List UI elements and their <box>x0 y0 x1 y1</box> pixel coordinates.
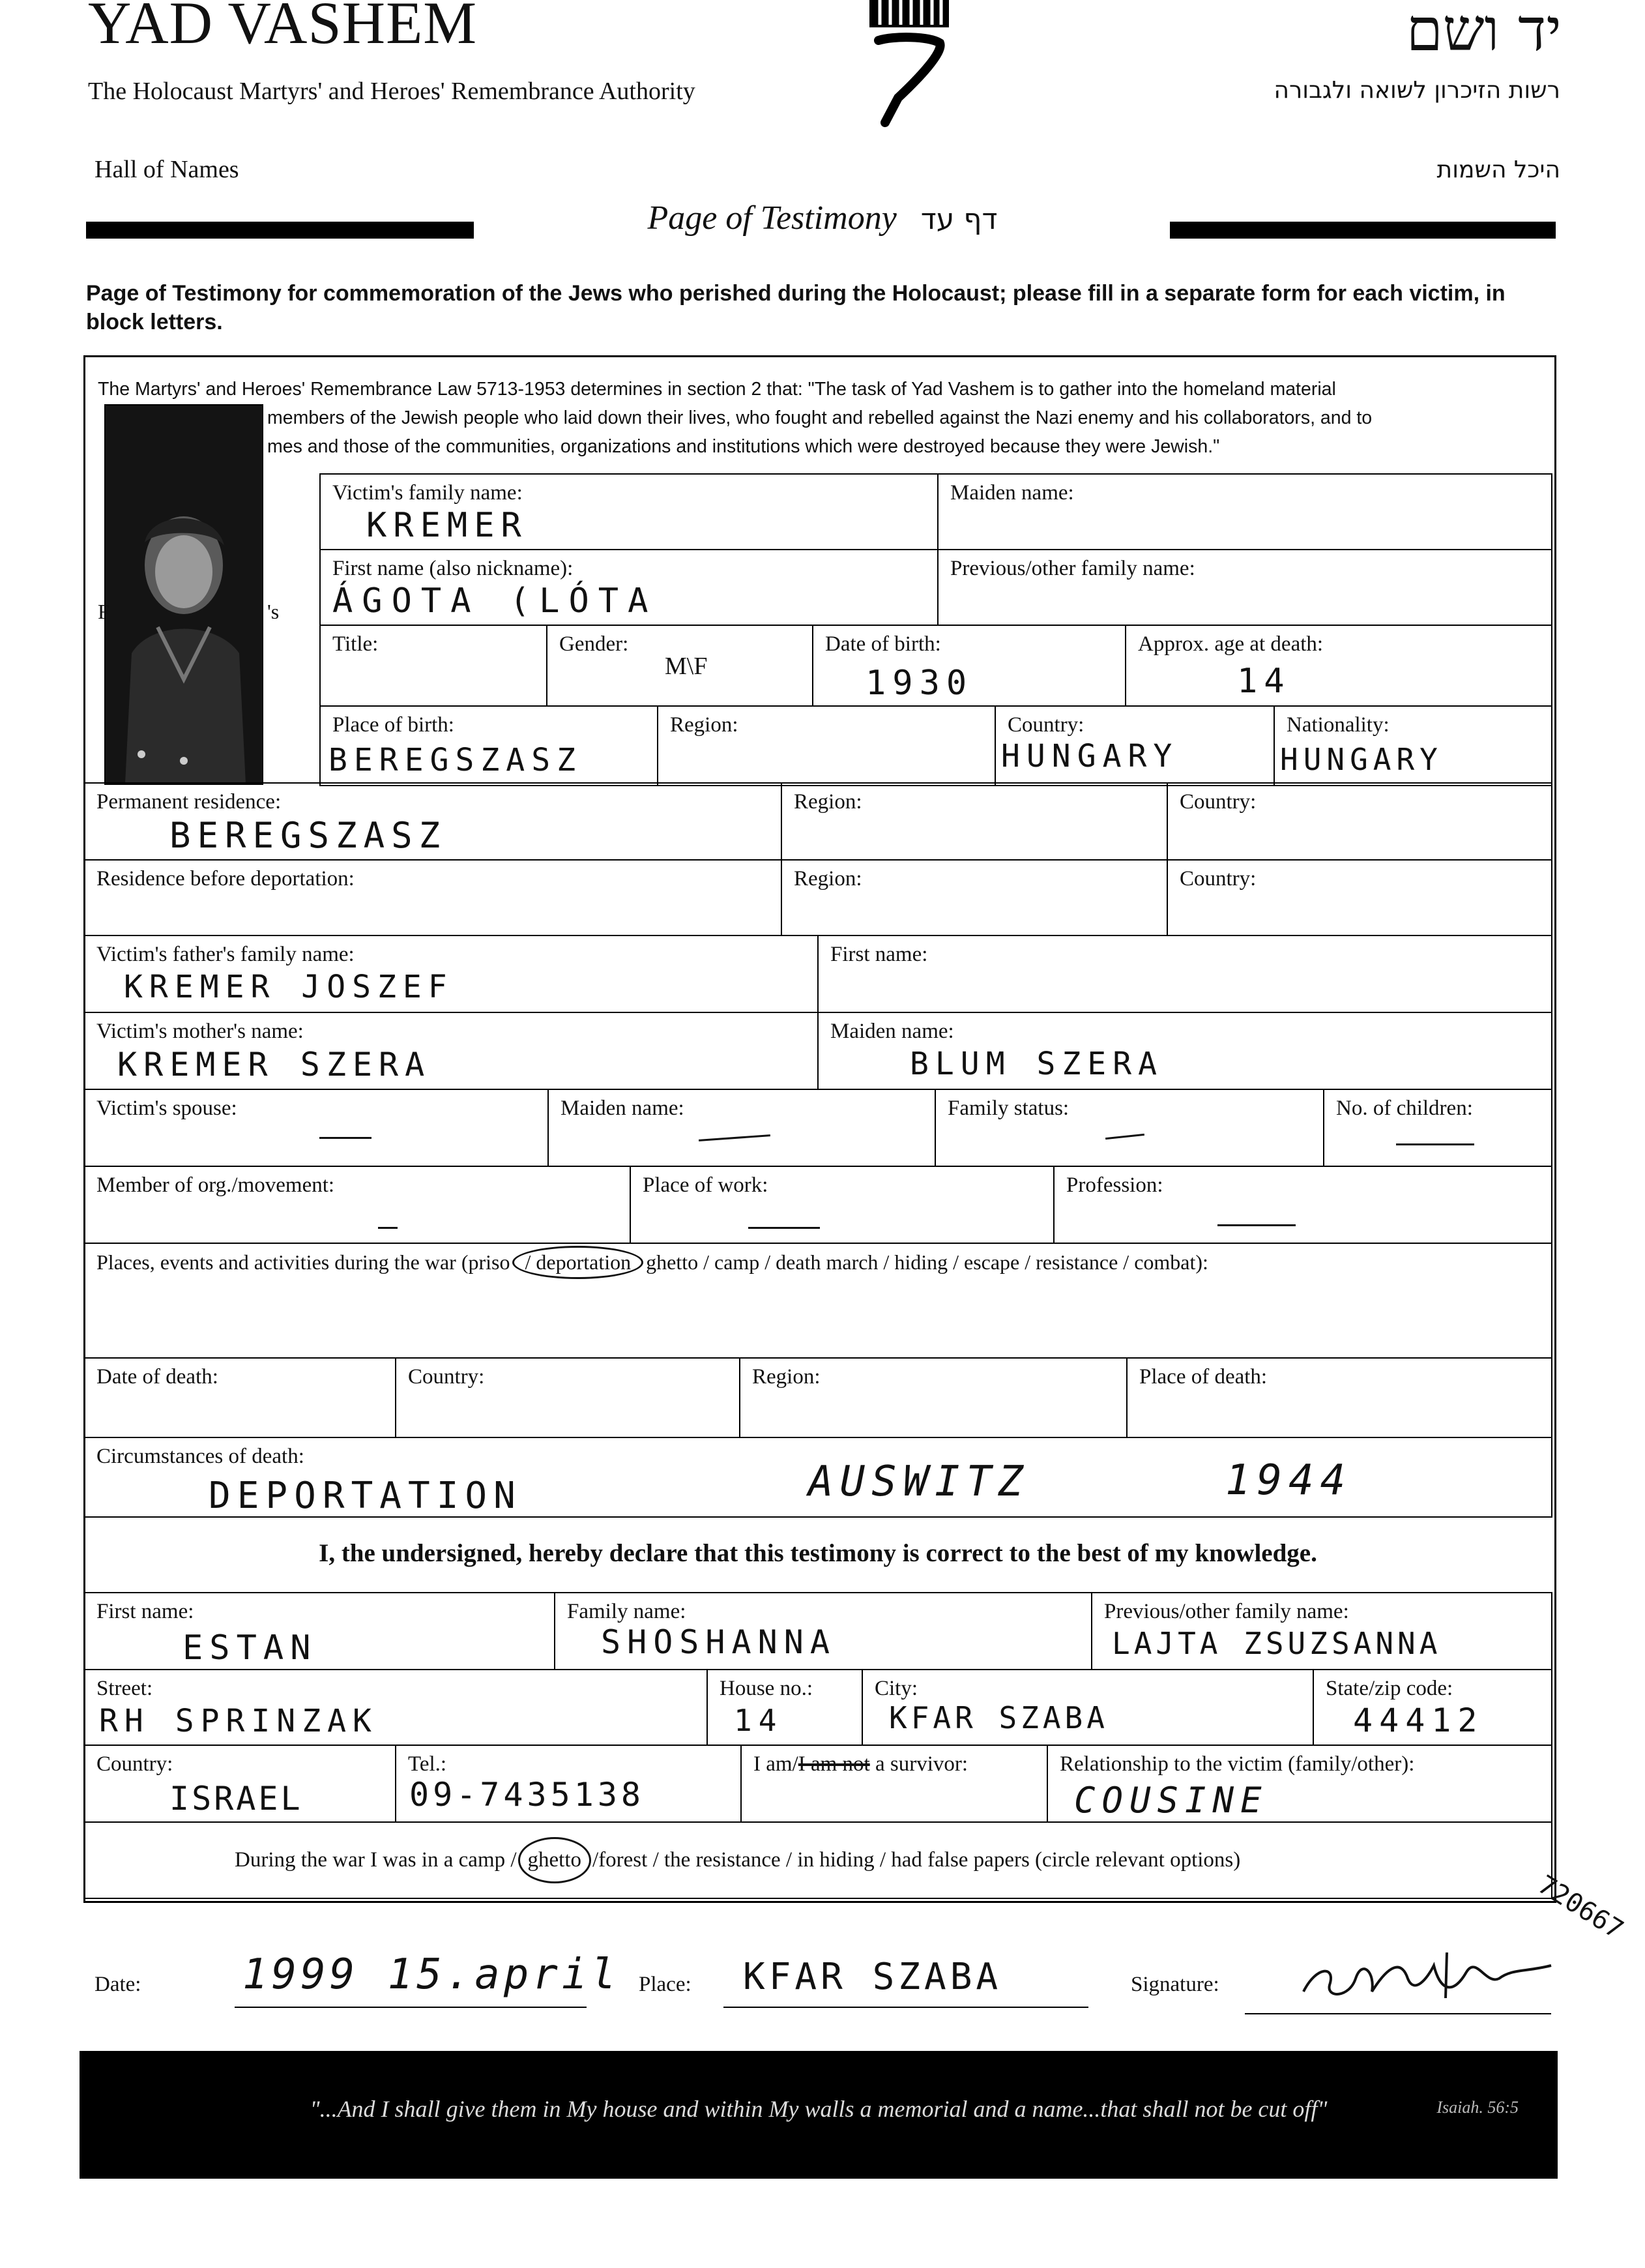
victim-pob-country-label: Country: <box>1008 713 1085 737</box>
residence-before-region-label: Region: <box>794 867 862 891</box>
form-instructions: Page of Testimony for commemoration of the Jews who perished during the Holocaust; please fill in a separate form for each victim, in block letters. <box>86 281 1506 334</box>
hall-of-names-he: היכל השמות <box>1436 156 1560 183</box>
victim-pob-region-label: Region: <box>670 713 738 737</box>
submitter-family-name-field[interactable] <box>554 1592 1092 1670</box>
submitter-city-value: KFAR SZABA <box>889 1700 1109 1735</box>
law-line-2: members of the Jewish people who laid down their lives, who fought and rebelled against the Nazi enemy and his collaborators, and to <box>267 407 1373 428</box>
death-country-field[interactable] <box>395 1357 740 1438</box>
submitter-prev-name-field[interactable] <box>1091 1592 1552 1670</box>
submitter-zip-field[interactable] <box>1313 1669 1552 1746</box>
submitter-first-name-label: First name: <box>96 1600 194 1623</box>
spouse-field[interactable] <box>83 1089 549 1167</box>
victim-nationality-label: Nationality: <box>1287 713 1390 737</box>
residence-before-label: Residence before deportation: <box>96 867 355 891</box>
footer-banner <box>80 2051 1558 2179</box>
victim-pob-label: Place of birth: <box>332 713 454 737</box>
submitter-first-name-value: ESTAN <box>182 1628 317 1668</box>
victim-maiden-name-label: Maiden name: <box>950 481 1074 505</box>
form-title-he: דף עד <box>920 203 998 236</box>
victim-pob-field[interactable] <box>319 705 658 786</box>
victim-age-field[interactable] <box>1125 625 1552 707</box>
spouse-maiden-field[interactable] <box>547 1089 936 1167</box>
footer-citation: Isaiah. 56:5 <box>1436 2098 1519 2117</box>
profession-label: Profession: <box>1066 1173 1163 1197</box>
photo-margin-right: 's <box>267 600 280 623</box>
victim-family-name-field[interactable] <box>319 473 939 550</box>
residence-before-region-field[interactable] <box>781 859 1168 936</box>
victim-pob-country-field[interactable] <box>995 705 1275 786</box>
victim-maiden-name-field[interactable] <box>937 473 1552 550</box>
signature-line <box>1245 2013 1551 2014</box>
family-status-dash <box>1105 1134 1144 1140</box>
victim-dob-label: Date of birth: <box>825 632 941 656</box>
member-org-dash <box>378 1227 398 1229</box>
victim-photo <box>104 404 263 785</box>
law-line-1: The Martyrs' and Heroes' Remembrance Law 5713-1953 determines in section 2 that: "The task of Yad Vashem is to gather into the homeland material <box>98 379 1336 400</box>
father-family-name-field[interactable] <box>83 935 819 1013</box>
submitter-tel-value: 09-7435138 <box>409 1776 645 1814</box>
submitter-prev-name-label: Previous/other family name: <box>1104 1600 1349 1623</box>
member-org-label: Member of org./movement: <box>96 1173 335 1197</box>
submitter-house-field[interactable] <box>706 1669 863 1746</box>
victim-age-value: 14 <box>1237 662 1291 701</box>
place-of-death-field[interactable] <box>1126 1357 1552 1438</box>
victim-prev-family-field[interactable] <box>937 549 1552 626</box>
submitter-country-value: ISRAEL <box>169 1780 303 1818</box>
mother-maiden-name-value: BLUM SZERA <box>910 1046 1163 1082</box>
permanent-region-label: Region: <box>794 790 862 814</box>
stamp-number: 720667 <box>1532 1870 1629 1945</box>
permanent-residence-label: Permanent residence: <box>96 790 282 814</box>
submitter-city-field[interactable] <box>862 1669 1314 1746</box>
submitter-house-label: House no.: <box>720 1677 813 1700</box>
victim-gender-label: Gender: <box>559 632 629 656</box>
family-status-label: Family status: <box>948 1097 1070 1120</box>
logo-title-he: יד ושם <box>1406 0 1562 65</box>
survivor-label-post: a survivor: <box>869 1752 968 1776</box>
submitter-zip-value: 44412 <box>1353 1701 1484 1739</box>
survivor-label-pre: I am/ <box>753 1752 798 1776</box>
survivor-field[interactable] <box>740 1745 1048 1823</box>
victim-gender-field[interactable] <box>546 625 813 707</box>
war-status-post: /forest / the resistance / in hiding / had false papers (circle relevant options) <box>592 1848 1241 1872</box>
form-title <box>0 199 1645 237</box>
profession-dash <box>1217 1224 1296 1226</box>
date-line <box>235 2007 587 2008</box>
victim-dob-field[interactable] <box>812 625 1126 707</box>
survivor-label-struck: I am not <box>798 1752 870 1776</box>
victim-first-name-value: ÁGOTA (LÓTA <box>332 582 658 621</box>
victim-gender-options: M\F <box>665 653 708 680</box>
authority-name-en: The Holocaust Martyrs' and Heroes' Remembrance Authority <box>88 78 695 105</box>
remembrance-law-text <box>98 375 1532 461</box>
submitter-street-value: RH SPRINZAK <box>99 1703 378 1739</box>
declaration-text: I, the undersigned, hereby declare that this testimony is correct to the best of my knowledge. <box>319 1539 1317 1567</box>
father-family-name-value: KREMER JOSZEF <box>124 969 454 1005</box>
submitter-house-value: 14 <box>734 1703 783 1738</box>
permanent-residence-value: BEREGSZASZ <box>169 815 447 856</box>
father-first-name-field[interactable] <box>817 935 1552 1013</box>
place-label: Place: <box>639 1973 691 1996</box>
victim-first-name-label: First name (also nickname): <box>332 557 574 580</box>
victim-nationality-field[interactable] <box>1274 705 1552 786</box>
war-places-field[interactable] <box>83 1243 1552 1359</box>
ghetto-circled-option: ghetto <box>518 1837 591 1883</box>
survivor-label <box>753 1752 968 1776</box>
circumstances-field[interactable] <box>83 1437 1552 1518</box>
place-of-death-label: Place of death: <box>1139 1365 1268 1389</box>
war-places-label-post: ghetto / camp / death march / hiding / escape / resistance / combat): <box>646 1250 1208 1274</box>
hall-of-names-en: Hall of Names <box>95 156 239 183</box>
date-of-death-field[interactable] <box>83 1357 396 1438</box>
children-dash <box>1396 1143 1474 1145</box>
submitter-country-field[interactable] <box>83 1745 396 1823</box>
permanent-region-field[interactable] <box>781 782 1168 861</box>
children-label: No. of children: <box>1336 1097 1473 1120</box>
relationship-label: Relationship to the victim (family/other): <box>1060 1752 1415 1776</box>
photo-margin-left: F <box>98 600 109 623</box>
war-status-pre: During the war I was in a camp / <box>235 1848 517 1872</box>
portrait-image <box>106 405 262 784</box>
submitter-family-name-label: Family name: <box>567 1600 686 1623</box>
date-of-death-label: Date of death: <box>96 1365 218 1389</box>
place-of-work-label: Place of work: <box>643 1173 768 1197</box>
submitter-tel-label: Tel.: <box>408 1752 447 1776</box>
spouse-maiden-dash <box>699 1134 770 1141</box>
victim-pob-region-field[interactable] <box>657 705 996 786</box>
logo-title-en: YAD VASHEM <box>88 0 478 56</box>
victim-title-field[interactable] <box>319 625 547 707</box>
spouse-dash <box>319 1137 371 1139</box>
victim-prev-family-label: Previous/other family name: <box>950 557 1195 580</box>
victim-pob-value: BEREGSZASZ <box>328 742 582 778</box>
deportation-circled-option: / deportation <box>512 1246 643 1279</box>
war-status-text <box>235 1846 1240 1874</box>
spouse-label: Victim's spouse: <box>96 1097 237 1120</box>
war-places-label-pre: Places, events and activities during the war (priso <box>96 1250 510 1274</box>
yad-vashem-emblem-icon <box>867 0 952 130</box>
permanent-residence-field[interactable] <box>83 782 782 861</box>
date-value: 1999 15.april <box>242 1951 620 1999</box>
victim-pob-country-value: HUNGARY <box>1001 738 1179 774</box>
circumstances-label: Circumstances of death: <box>96 1445 304 1468</box>
mother-maiden-name-label: Maiden name: <box>830 1020 954 1043</box>
victim-nationality-value: HUNGARY <box>1280 742 1443 777</box>
date-label: Date: <box>95 1973 141 1996</box>
submitter-first-name-field[interactable] <box>83 1592 555 1670</box>
father-first-name-label: First name: <box>830 943 928 966</box>
submitter-city-label: City: <box>875 1677 918 1700</box>
circumstances-value-2: AUSWITZ <box>808 1458 1030 1506</box>
war-places-label <box>96 1250 1208 1274</box>
form-title-en: Page of Testimony <box>647 199 897 237</box>
war-status-field[interactable] <box>83 1821 1552 1899</box>
place-line <box>723 2007 1088 2008</box>
victim-first-name-field[interactable] <box>319 549 939 626</box>
relationship-field[interactable] <box>1047 1745 1552 1823</box>
footer-quote: "...And I shall give them in My house and within My walls a memorial and a name...that shall not be cut off" <box>310 2096 1328 2122</box>
mother-name-value: KREMER SZERA <box>117 1046 431 1083</box>
death-region-label: Region: <box>752 1365 821 1389</box>
member-org-field[interactable] <box>83 1166 631 1244</box>
victim-age-label: Approx. age at death: <box>1138 632 1324 656</box>
law-line-3: mes and those of the communities, organizations and institutions which were destroyed because they were Jewish." <box>267 436 1220 457</box>
submitter-tel-field[interactable] <box>395 1745 742 1823</box>
submitter-prev-name-value: LAJTA ZSUZSANNA <box>1112 1626 1442 1661</box>
profession-field[interactable] <box>1053 1166 1552 1244</box>
children-field[interactable] <box>1323 1089 1552 1167</box>
submitter-street-field[interactable] <box>83 1669 708 1746</box>
residence-before-country-field[interactable] <box>1167 859 1552 936</box>
father-family-name-label: Victim's father's family name: <box>96 943 355 966</box>
victim-title-label: Title: <box>332 632 379 656</box>
relationship-value: COUSINE <box>1074 1780 1268 1821</box>
submitter-street-label: Street: <box>96 1677 153 1700</box>
victim-family-name-value: KREMER <box>366 506 528 545</box>
death-region-field[interactable] <box>739 1357 1128 1438</box>
permanent-country-label: Country: <box>1180 790 1257 814</box>
signature-label: Signature: <box>1131 1973 1219 1996</box>
signature-scribble-icon <box>1290 1939 1564 2018</box>
spouse-maiden-label: Maiden name: <box>560 1097 684 1120</box>
residence-before-field[interactable] <box>83 859 782 936</box>
place-value: KFAR SZABA <box>743 1956 1002 1998</box>
mother-name-label: Victim's mother's name: <box>96 1020 304 1043</box>
family-status-field[interactable] <box>935 1089 1324 1167</box>
mother-name-field[interactable] <box>83 1012 819 1090</box>
mother-maiden-name-field[interactable] <box>817 1012 1552 1090</box>
residence-before-country-label: Country: <box>1180 867 1257 891</box>
victim-family-name-label: Victim's family name: <box>332 481 523 505</box>
submitter-country-label: Country: <box>96 1752 173 1776</box>
permanent-country-field[interactable] <box>1167 782 1552 861</box>
submitter-family-name-value: SHOSHANNA <box>601 1623 836 1661</box>
circumstances-value-1: DEPORTATION <box>209 1475 522 1517</box>
circumstances-value-3: 1944 <box>1225 1456 1352 1505</box>
authority-name-he: רשות הזיכרון לשואה ולגבורה <box>1274 77 1560 104</box>
death-country-label: Country: <box>408 1365 485 1389</box>
place-of-work-dash <box>748 1227 820 1229</box>
victim-dob-value: 1930 <box>866 664 974 703</box>
place-of-work-field[interactable] <box>630 1166 1055 1244</box>
submitter-zip-label: State/zip code: <box>1326 1677 1453 1700</box>
